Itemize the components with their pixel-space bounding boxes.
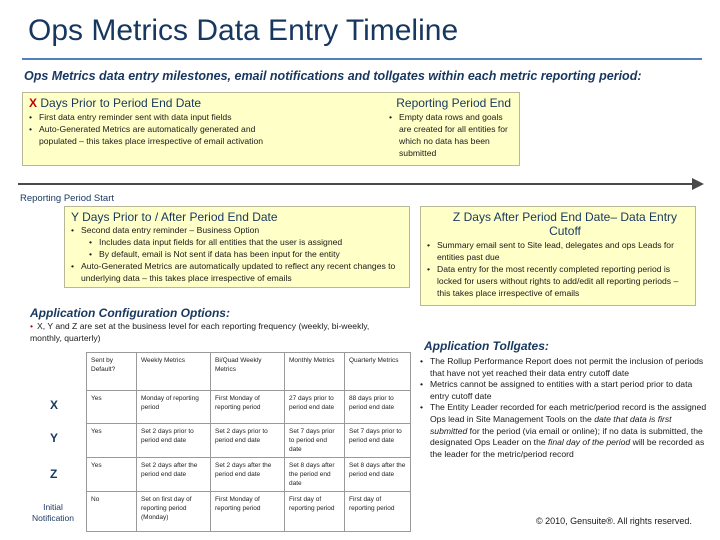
table-cell: Set 2 days after the period end date <box>137 458 211 492</box>
table-cell: Set 2 days prior to period end date <box>211 424 285 458</box>
table-cell: Set 8 days after the period end date <box>345 458 411 492</box>
z-days-bullet: • Data entry for the most recently completed reporting period is locked for users without rights to add/edit all reporting periods – this takes place irrespective of emails <box>427 263 689 299</box>
column-header: Monthly Metrics <box>285 353 345 391</box>
z-days-box <box>420 206 696 306</box>
table-cell: Yes <box>87 391 137 424</box>
tollgate-item: • Metrics cannot be assigned to entities with a start period prior to data entry cutoff date <box>420 379 710 402</box>
table-cell: Yes <box>87 458 137 492</box>
x-days-box <box>22 92 520 166</box>
table-cell: Set 7 days prior to period end date <box>285 424 345 458</box>
row-label-y: Y <box>50 431 59 445</box>
copyright-notice: © 2010, Gensuite®. All rights reserved. <box>536 516 692 526</box>
table-cell: Set 2 days after the period end date <box>211 458 285 492</box>
z-days-bullet: • Summary email sent to Site lead, delegates and ops Leads for entities past due <box>427 239 689 263</box>
period-end-bullet: • Empty data rows and goals are created for all entities for which no data has been submitted <box>389 111 515 159</box>
z-days-bullets <box>427 239 689 299</box>
app-config-heading: Application Configuration Options: <box>30 306 230 320</box>
tollgate-emphasis: final day of the period <box>548 437 631 448</box>
config-table <box>86 352 411 532</box>
y-days-sub-bullet: • Includes data input fields for all entities that the user is assigned <box>71 236 403 248</box>
tollgates-list <box>420 356 710 460</box>
table-cell: 27 days prior to period end date <box>285 391 345 424</box>
row-label-initial-notification: Initial Notification <box>31 502 75 523</box>
tollgate-text: for the period (via email or online); if no data is submitted, the designated Ops Leader on the <box>430 425 703 448</box>
z-marker: Z <box>452 210 461 224</box>
y-days-sub-bullet: • By default, email is Not sent if data has been input for the entity <box>71 248 403 260</box>
y-days-heading <box>71 210 278 224</box>
page-subtitle: Ops Metrics data entry milestones, email notifications and tollgates within each metric reporting period: <box>24 69 642 83</box>
table-header-row <box>87 353 411 391</box>
column-header: Weekly Metrics <box>137 353 211 391</box>
app-config-note-text: X, Y and Z are set at the business level for each reporting frequency (weekly, bi-weekly, monthly, quarterly) <box>30 321 370 343</box>
y-days-bullet: • Auto-Generated Metrics are automatically updated to reflect any recent changes to underlying data – this takes place irrespective of emails <box>71 260 403 284</box>
table-cell: No <box>87 492 137 532</box>
page-title: Ops Metrics Data Entry Timeline <box>28 14 459 47</box>
y-days-bullet: • Second data entry reminder – Business Option <box>71 224 403 236</box>
tollgate-text: The Entity Leader recorded for each metric/period record is the assigned Ops lead in Site Management Tools on the <box>430 402 707 424</box>
tollgate-emphasis: date that data is first submitted <box>430 413 672 436</box>
x-days-heading <box>29 96 201 110</box>
timeline-start-label: Reporting Period Start <box>20 193 114 204</box>
table-row <box>87 458 411 492</box>
table-cell: Set 8 days after the period end date <box>285 458 345 492</box>
y-marker: Y <box>71 210 79 224</box>
table-cell: 88 days prior to period end date <box>345 391 411 424</box>
table-row <box>87 391 411 424</box>
x-days-bullet: • Auto-Generated Metrics are automatically generated and populated – this takes place irrespective of email activation <box>29 123 289 147</box>
table-cell: Set on first day of reporting period (Monday) <box>137 492 211 532</box>
x-days-heading-text: Days Prior to Period End Date <box>40 96 202 110</box>
row-label-z: Z <box>50 467 58 481</box>
table-row <box>87 492 411 532</box>
period-end-heading: Reporting Period End <box>396 96 511 110</box>
table-cell: First Monday of reporting period <box>211 492 285 532</box>
x-marker: X <box>29 96 38 110</box>
tollgate-item: • The Rollup Performance Report does not permit the inclusion of periods that have not yet reached their data entry cutoff date <box>420 356 710 379</box>
period-end-bullets <box>389 111 515 159</box>
row-label-x: X <box>50 398 59 412</box>
table-cell: Set 7 days prior to period end date <box>345 424 411 458</box>
app-tollgates-heading: Application Tollgates: <box>424 339 549 353</box>
column-header: Quarterly Metrics <box>345 353 411 391</box>
app-config-note: • X, Y and Z are set at the business level for each reporting frequency (weekly, bi-weekly, monthly, quarterly) <box>30 321 370 343</box>
title-divider <box>22 58 702 60</box>
timeline-axis <box>18 183 694 185</box>
table-row <box>87 424 411 458</box>
table-cell: Monday of reporting period <box>137 391 211 424</box>
y-days-bullets <box>71 224 403 284</box>
table-cell: Set 2 days prior to period end date <box>137 424 211 458</box>
tollgate-item <box>420 402 710 460</box>
z-days-heading <box>441 210 689 238</box>
timeline-arrowhead <box>692 178 704 190</box>
table-cell: Yes <box>87 424 137 458</box>
column-header: Sent by Default? <box>87 353 137 391</box>
z-days-heading-text: Days After Period End Date– Data Entry Cutoff <box>463 210 678 238</box>
table-cell: First day of reporting period <box>285 492 345 532</box>
x-days-bullets <box>29 111 289 147</box>
tollgate-text: will be recorded as the leader for the metric/period record <box>430 437 705 459</box>
y-days-box <box>64 206 410 288</box>
table-cell: First Monday of reporting period <box>211 391 285 424</box>
y-days-heading-text: Days Prior to / After Period End Date <box>82 210 278 224</box>
x-days-bullet: • First data entry reminder sent with data input fields <box>29 111 289 123</box>
column-header: Bi/Quad Weekly Metrics <box>211 353 285 391</box>
table-cell: First day of reporting period <box>345 492 411 532</box>
